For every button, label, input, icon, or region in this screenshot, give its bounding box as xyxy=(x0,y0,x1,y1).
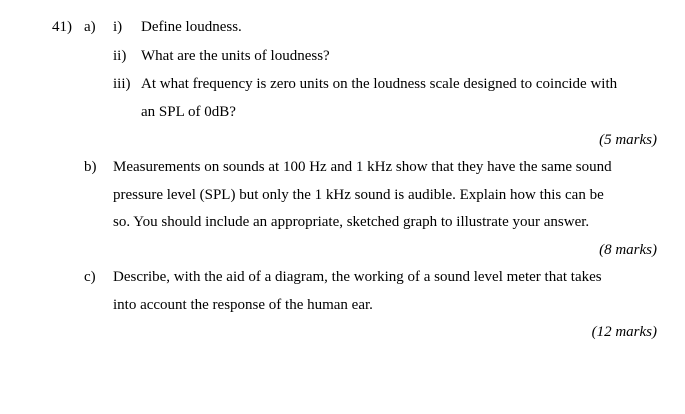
part-c-marks: (12 marks) xyxy=(591,324,657,340)
part-b-marks: (8 marks) xyxy=(599,242,657,258)
part-a-item-i-label: i) xyxy=(113,19,123,35)
part-a-item-ii-text: What are the units of loudness? xyxy=(141,48,330,64)
part-a-item-i-text: Define loudness. xyxy=(141,19,242,35)
part-b-line-3: so. You should include an appropriate, sketched graph to illustrate your answer. xyxy=(113,214,590,230)
part-a-item-iii-line-2: an SPL of 0dB? xyxy=(141,104,236,120)
part-c-line-2: into account the response of the human ear. xyxy=(113,297,373,313)
part-a-label: a) xyxy=(84,19,96,35)
part-b-line-1: Measurements on sounds at 100 Hz and 1 kHz show that they have the same sound xyxy=(113,159,612,175)
part-b-label: b) xyxy=(84,159,97,175)
part-a-item-iii-line-1: At what frequency is zero units on the loudness scale designed to coincide with xyxy=(141,76,618,92)
part-c-label: c) xyxy=(84,269,96,285)
part-a-item-ii-label: ii) xyxy=(113,48,127,64)
part-a-item-iii-label: iii) xyxy=(113,76,131,92)
part-b-line-2: pressure level (SPL) but only the 1 kHz sound is audible. Explain how this can be xyxy=(113,187,604,203)
question-number: 41) xyxy=(52,19,72,35)
part-a-marks: (5 marks) xyxy=(599,132,657,148)
part-c-line-1: Describe, with the aid of a diagram, the working of a sound level meter that takes xyxy=(113,269,602,285)
